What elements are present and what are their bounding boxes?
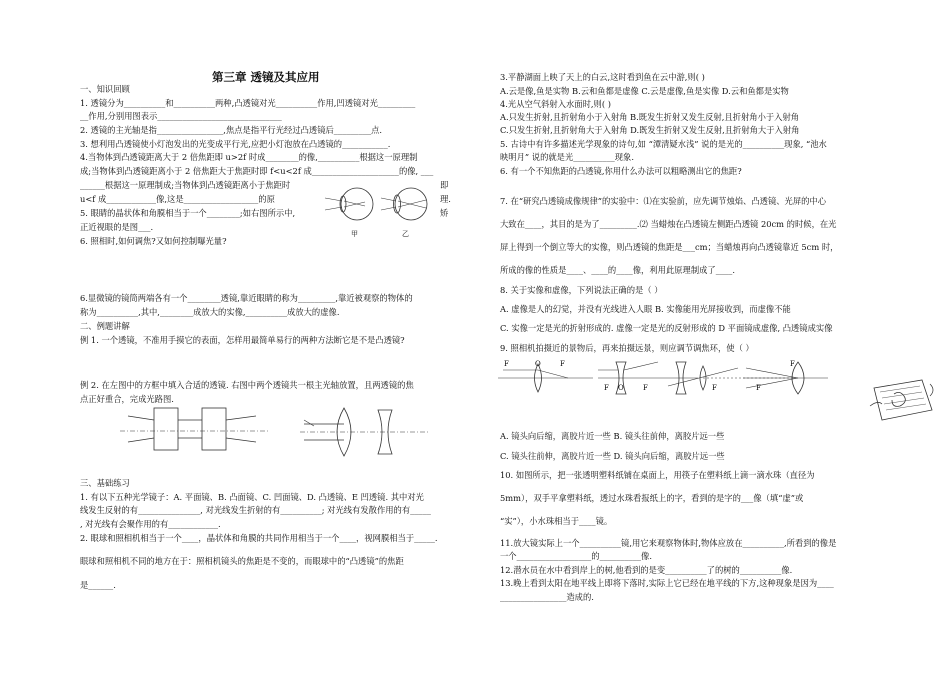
svg-text:F: F xyxy=(643,384,648,392)
question-r7: 7. 在“研究凸透镜成像规律”的实验中：⑴在实验前，应先调节烛焰、凸透镜、光屏的中心 xyxy=(500,196,827,206)
question-6: 6. 照相时,如何调焦?又如何控制曝光量? xyxy=(80,236,227,246)
svg-text:F: F xyxy=(504,360,509,368)
question-1-cont: __作用,分别用图表示______________________________ xyxy=(80,111,282,121)
practice-1-cont: , 对光线有会聚作用的有____________. xyxy=(80,519,221,529)
practice-1: 1. 有以下五种光学镜子：A. 平面镜、B. 凸面镜、C. 凹面镜、D. 凸透镜、E 凹透镜. 其中对光 xyxy=(80,492,424,502)
section-heading-practice: 三、基础练习 xyxy=(80,478,130,488)
question-r6: 6. 有一个不知焦距的凸透镜,你用什么办法可以粗略测出它的焦距? xyxy=(500,166,742,176)
question-6b: 6.显微镜的镜筒两端各有一个________透镜,靠近眼睛的称为_________,靠近被观察的物体的 xyxy=(80,293,413,303)
eye-label-yi: 乙 xyxy=(402,230,409,238)
question-r9: 9. 照相机拍摄近的景物后，再来拍摄远景，则应调节调焦环，使（ ） xyxy=(500,343,754,353)
svg-text:F: F xyxy=(712,384,717,392)
svg-text:O: O xyxy=(618,384,624,392)
practice-2-cont: 是______. xyxy=(80,580,116,590)
question-5-cont-right: 矫 xyxy=(440,208,449,218)
question-r10-cont: “实”），小水珠相当于____镜。 xyxy=(500,516,613,526)
question-4-cont: 成;当物体到凸透镜距离小于 2 倍焦距大于焦距时即 f<u<2f 成_____________________的像, ___ xyxy=(80,166,434,176)
question-r3-options: A.云是像,鱼是实物 B.云和鱼都是虚像 C.云是虚像,鱼是实像 D.云和鱼都是实物 xyxy=(500,86,789,96)
question-r11-cont: 一个__________________的__________像. xyxy=(500,551,652,561)
question-r10-cont: 5mm），双手平拿塑料纸，透过水珠看报纸上的字，看到的是字的___像（填“虚”或 xyxy=(500,493,804,503)
question-r5: 5. 古诗中有许多描述光学现象的诗句,如 “潭清疑水浅” 说的是光的__________现象, “池水 xyxy=(500,139,827,149)
question-5: 5. 眼睛的晶状体和角膜相当于一个________;如右图所示中, xyxy=(80,208,296,218)
question-1: 1. 透镜分为__________和__________两种,凸透镜对光__________作用,凹透镜对光_________ xyxy=(80,98,416,108)
question-r13: 13.晚上看到太阳在地平线上即将下落时,实际上它已经在地平线的下方,这种现象是因为____ xyxy=(500,578,834,588)
question-4: 4.当物体到凸透镜距离大于 2 倍焦距即 u>2f 时成________的像,__________根据这一原理制 xyxy=(80,152,418,162)
section-heading-examples: 二、例题讲解 xyxy=(80,321,130,331)
question-4-cont-right: 理. xyxy=(440,194,451,204)
question-r4-option-ab: A.只发生折射,且折射角小于入射角 B.既发生折射又发生反射,且折射角小于入射角 xyxy=(500,112,800,122)
question-r4-option-cd: C.只发生折射,且折射角大于入射角 D.既发生折射又发生反射,且折射角大于入射角 xyxy=(500,125,800,135)
svg-text:O: O xyxy=(535,360,541,368)
question-r5-cont: 映明月” 说的就是光__________现象. xyxy=(500,152,634,162)
question-r7-cont: 屏上得到一个倒立等大的实像，则凸透镜的焦距是___cm；当蜡烛再向凸透镜靠近 5cm 时， xyxy=(500,242,839,252)
example-2-cont: 点正好重合，完成光路图. xyxy=(80,394,174,404)
question-r8-option-cd: C. 实像一定是光的折射形成的. 虚像一定是光的反射形成的 D 平面镜成虚像, 凸透镜成实像 xyxy=(500,323,833,333)
question-r9-option-cd: C. 镜头往前伸，离胶片近一些 D. 镜头向后缩，离胶片远一些 xyxy=(500,451,725,461)
practice-2-cont: 眼球和照相机不同的地方在于：照相机镜头的焦距是不变的，而眼球中的“凸透镜”的焦距 xyxy=(80,556,404,566)
svg-text:F: F xyxy=(790,360,795,368)
svg-text:F: F xyxy=(756,384,761,392)
example-2: 例 2. 在左图中的方框中填入合适的透镜. 右图中两个透镜共一根主光轴放置，且两透镜的焦 xyxy=(80,380,414,390)
question-r9-option-ab: A. 镜头向后缩，离胶片近一些 B. 镜头往前伸，离胶片远一些 xyxy=(500,431,725,441)
question-4-cont: u<f 成____________像,这是__________________的原 xyxy=(80,194,275,204)
question-2: 2. 透镜的主光轴是指________________,焦点是指平行光经过凸透镜后_________点. xyxy=(80,125,383,135)
question-r10: 10. 如图所示，把一张透明塑料纸铺在桌面上，用筷子在塑料纸上滴一滴水珠（直径为 xyxy=(500,470,815,480)
section-heading-review: 一、知识回顾 xyxy=(80,84,130,94)
question-r7-cont: 所成的像的性质是____、____的____像，利用此原理制成了____. xyxy=(500,265,735,275)
question-r7-cont: 大致在____，其目的是为了_________.⑵ 当蜡烛在凸透镜左侧距凸透镜 20cm 的时候，在光 xyxy=(500,219,837,229)
eye-label-jia: 甲 xyxy=(351,230,358,238)
question-r12: 12.潜水员在水中看到岸上的树,他看到的是变__________了的树的__________像. xyxy=(500,565,793,575)
lens-box-diagram xyxy=(120,404,270,460)
page-title: 第三章 透镜及其应用 xyxy=(212,70,320,84)
question-4-cont-right: 即 xyxy=(440,180,449,190)
example-1: 例 1. 一个透镜，不准用手摸它的表面，怎样用最简单易行的两种方法断它是不是凸透镜? xyxy=(80,335,405,345)
question-r8-option-ab: A. 虚像是人的幻觉，并没有光线进入人眼 B. 实像能用光屏接收到，而虚像不能 xyxy=(500,304,791,314)
eye-diagram xyxy=(325,184,435,226)
question-r11: 11.放大镜实际上一个__________镜,用它来观察物体时,物体应放在__________,所看到的像是 xyxy=(500,538,837,548)
question-6b-cont: 称为__________,其中,________成放大的实像,__________成放大的虚像. xyxy=(80,307,340,317)
newspaper-water-drop-sketch xyxy=(870,376,940,426)
question-r4: 4.光从空气斜射入水面时,则( ) xyxy=(500,99,611,109)
svg-text:F: F xyxy=(560,360,565,368)
lens-options-diagram xyxy=(498,356,828,402)
question-4-cont: ______根据这一原理制成;当物体到凸透镜距离小于焦距时 xyxy=(80,180,291,190)
question-r8: 8. 关于实像和虚像，下列说法正确的是（ ） xyxy=(500,285,663,295)
practice-2: 2. 眼球和照相机相当于一个____，晶状体和角膜的共同作用相当于一个____，视网膜相当于_____. xyxy=(80,533,438,543)
question-5-cont: 正近视眼的是图___. xyxy=(80,222,154,232)
practice-1-cont: 线发生反射的有_______________, 对光线发生折射的有__________; 对光线有发散作用的有_____ xyxy=(80,505,431,515)
question-r3: 3.平静湖面上映了天上的白云,这时看到鱼在云中游,则( ) xyxy=(500,72,705,82)
question-3: 3. 想利用凸透镜使小灯泡发出的光变成平行光,应把小灯泡放在凸透镜的___________. xyxy=(80,139,391,149)
svg-text:F: F xyxy=(604,384,609,392)
two-lens-diagram xyxy=(300,404,430,460)
question-r13-cont: ________________造成的. xyxy=(500,592,594,602)
